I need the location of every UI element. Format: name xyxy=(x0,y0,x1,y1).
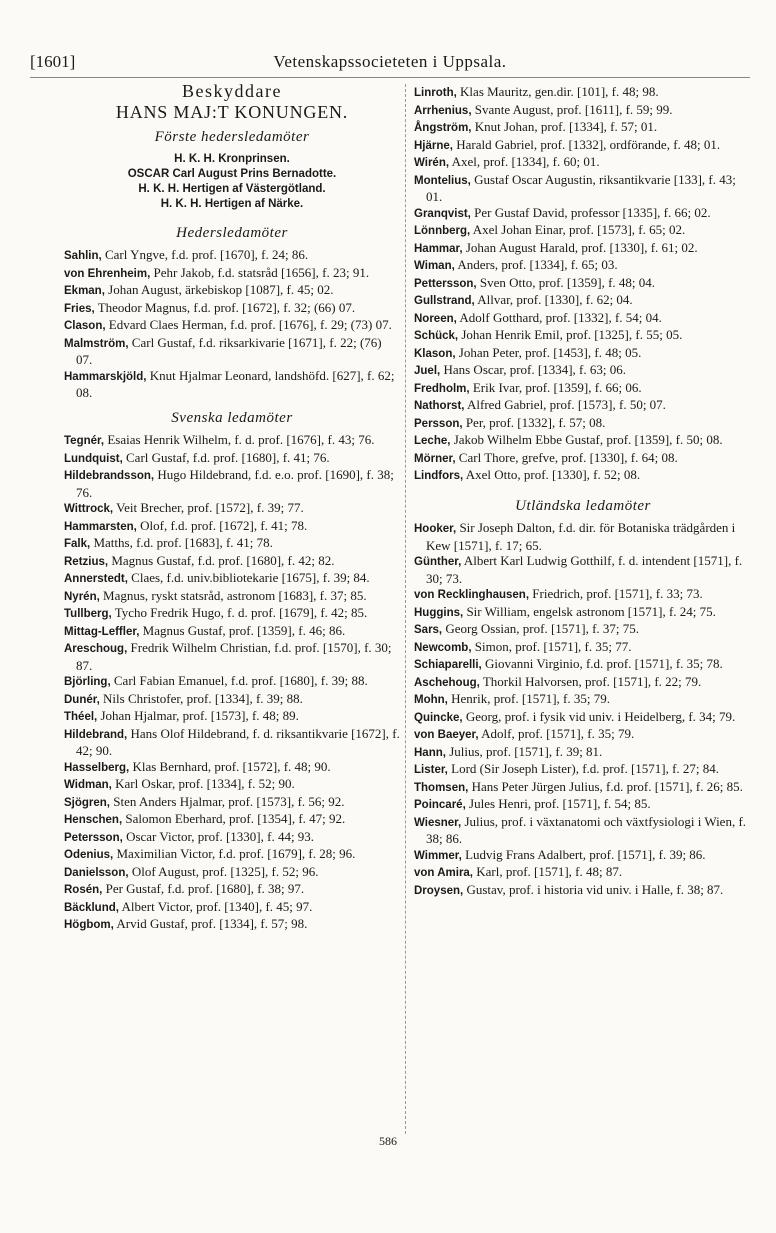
member-name: Widman, xyxy=(64,779,112,791)
member-entry xyxy=(64,846,400,864)
member-entry xyxy=(414,847,752,865)
member-name: Théel, xyxy=(64,711,98,723)
member-details: Svante August, prof. [1611], f. 59; 99. xyxy=(471,101,673,117)
member-details: Erik Ivar, prof. [1359], f. 66; 06. xyxy=(469,379,642,395)
member-name: von Ehrenheim, xyxy=(64,267,151,280)
member-details: Friedrich, prof. [1571], f. 33; 73. xyxy=(529,586,703,601)
member-details: Henrik, prof. [1571], f. 35; 79. xyxy=(447,691,610,706)
member-name: Fries, xyxy=(64,302,95,315)
member-name: Hildebrandsson, xyxy=(64,470,155,482)
member-entry xyxy=(64,881,400,899)
member-entry xyxy=(64,467,400,500)
member-name: Klason, xyxy=(414,347,456,360)
member-details: Harald Gabriel, prof. [1332], ordförande, f. 48; 01. xyxy=(453,136,721,152)
member-name: Bäcklund, xyxy=(64,901,119,914)
member-name: Björling, xyxy=(64,676,111,688)
member-entry xyxy=(64,916,400,934)
member-name: Hooker, xyxy=(414,523,457,535)
patron-name: HANS MAJ:T KONUNGEN. xyxy=(115,101,349,122)
member-details: Adolf, prof. [1571], f. 35; 79. xyxy=(478,726,635,741)
member-name: Lindfors, xyxy=(414,470,464,482)
member-details: Edvard Claes Herman, f.d. prof. [1676], f. 29; (73) 07. xyxy=(105,317,392,332)
member-details: Simon, prof. [1571], f. 35; 77. xyxy=(471,638,632,654)
member-name: Hildebrand, xyxy=(64,728,128,741)
member-entry xyxy=(64,829,400,847)
member-name: Ekman, xyxy=(64,285,105,297)
member-details: Georg Ossian, prof. [1571], f. 37; 75. xyxy=(442,621,640,636)
member-entry xyxy=(414,275,752,293)
member-name: Dunér, xyxy=(64,693,100,706)
member-entry xyxy=(64,518,400,536)
member-details: Nils Christofer, prof. [1334], f. 39; 88. xyxy=(99,690,303,706)
member-name: Nyrén, xyxy=(64,590,100,603)
member-entry xyxy=(414,709,752,727)
member-details: Johan August, ärkebiskop [1087], f. 45; 02. xyxy=(104,282,334,297)
member-entry xyxy=(414,292,752,310)
member-details: Magnus Gustaf, prof. [1359], f. 46; 86. xyxy=(139,622,346,638)
member-details: Axel Johan Einar, prof. [1573], f. 65; 02. xyxy=(470,222,686,237)
member-details: Per Gustaf, f.d. prof. [1680], f. 38; 97. xyxy=(102,881,305,896)
member-name: Wirén, xyxy=(414,157,450,169)
member-entry xyxy=(414,761,752,779)
member-entry xyxy=(64,623,400,641)
member-details: Salomon Eberhard, prof. [1354], f. 47; 92. xyxy=(122,811,346,826)
member-entry xyxy=(414,222,752,240)
member-entry xyxy=(414,779,752,797)
member-details: Jakob Wilhelm Ebbe Gustaf, prof. [1359], f. 50; 08. xyxy=(450,432,723,447)
member-details: Tycho Fredrik Hugo, f. d. prof. [1679], f. 42; 85. xyxy=(111,605,368,620)
member-entry xyxy=(414,257,752,275)
member-entry xyxy=(414,586,752,604)
member-name: Danielsson, xyxy=(64,866,129,879)
member-details: Carl Gustaf, f.d. prof. [1680], f. 41; 76. xyxy=(122,449,330,465)
swedish-members-list xyxy=(64,432,400,934)
member-details: Allvar, prof. [1330], f. 62; 04. xyxy=(474,292,633,307)
member-details: Julius, prof. [1571], f. 39; 81. xyxy=(445,743,603,759)
member-name: Henschen, xyxy=(64,814,123,826)
member-entry xyxy=(64,864,400,882)
member-name: Rosén, xyxy=(64,884,103,896)
member-name: Noreen, xyxy=(414,312,457,325)
member-name: Newcomb, xyxy=(414,641,472,654)
member-details: Arvid Gustaf, prof. [1334], f. 57; 98. xyxy=(113,916,308,931)
member-entry xyxy=(64,673,400,691)
member-details: Carl Yngve, f.d. prof. [1670], f. 24; 86. xyxy=(101,247,309,262)
member-entry xyxy=(414,154,752,172)
member-details: Theodor Magnus, f.d. prof. [1672], f. 32; (66) 07. xyxy=(94,299,356,315)
member-entry xyxy=(414,137,752,155)
member-entry xyxy=(64,794,400,812)
member-entry xyxy=(414,205,752,223)
member-entry xyxy=(414,327,752,345)
member-details: Pehr Jakob, f.d. statsråd [1656], f. 23; 91. xyxy=(150,264,370,280)
member-name: Schück, xyxy=(414,330,459,342)
member-name: Thomsen, xyxy=(414,781,469,794)
member-entry xyxy=(414,726,752,744)
member-details: Fredrik Wilhelm Christian, f.d. prof. [1570], f. 30; 87. xyxy=(76,640,392,673)
page-number: 586 xyxy=(379,1134,397,1148)
member-entry xyxy=(414,415,752,433)
member-entry xyxy=(414,814,752,847)
member-name: Hasselberg, xyxy=(64,761,130,774)
page-reference: [1601] xyxy=(30,52,76,71)
member-name: Wiman, xyxy=(414,260,455,272)
member-entry xyxy=(414,119,752,137)
left-column xyxy=(64,81,400,934)
member-details: Hans Peter Jürgen Julius, f.d. prof. [1571], f. 26; 85. xyxy=(468,778,743,794)
member-details: Sven Otto, prof. [1359], f. 48; 04. xyxy=(476,274,656,290)
member-details: Johan Peter, prof. [1453], f. 48; 05. xyxy=(455,344,642,360)
member-details: Julius, prof. i växtanatomi och växtfysiologi i Wien, f. 38; 86. xyxy=(426,813,747,846)
member-details: Matths, f.d. prof. [1683], f. 41; 78. xyxy=(90,535,273,550)
swedish-members-heading: Svenska ledamöter xyxy=(171,409,293,426)
member-details: Knut Johan, prof. [1334], f. 57; 01. xyxy=(471,119,658,134)
member-details: Johan Hjalmar, prof. [1573], f. 48; 89. xyxy=(97,708,299,723)
member-name: Persson, xyxy=(414,417,463,430)
member-entry xyxy=(414,362,752,380)
member-name: Sjögren, xyxy=(64,796,111,809)
member-entry xyxy=(414,84,752,102)
member-name: Falk, xyxy=(64,538,91,550)
member-name: Hammar, xyxy=(414,242,463,255)
member-entry xyxy=(64,811,400,829)
member-entry xyxy=(64,588,400,606)
member-name: Petersson, xyxy=(64,831,123,844)
member-details: Karl, prof. [1571], f. 48; 87. xyxy=(473,864,623,879)
member-details: Magnus Gustaf, f.d. prof. [1680], f. 42; 82. xyxy=(108,552,335,568)
member-name: Montelius, xyxy=(414,174,471,187)
member-details: Sten Anders Hjalmar, prof. [1573], f. 56; 92. xyxy=(110,793,345,809)
patron-heading: Beskyddare xyxy=(182,81,282,101)
member-details: Adolf Gotthard, prof. [1332], f. 54; 04. xyxy=(456,309,662,325)
member-name: Quincke, xyxy=(414,711,463,724)
member-name: Retzius, xyxy=(64,555,109,568)
member-details: Sir Joseph Dalton, f.d. dir. för Botaniska trädgården i Kew [1571], f. 17; 65. xyxy=(426,520,736,553)
member-entry xyxy=(414,397,752,415)
member-entry xyxy=(64,726,400,759)
member-name: Hann, xyxy=(414,746,446,759)
member-name: Clason, xyxy=(64,320,106,332)
member-entry xyxy=(414,345,752,363)
member-details: Magnus, ryskt statsråd, astronom [1683], f. 37; 85. xyxy=(99,587,367,603)
member-name: Annerstedt, xyxy=(64,573,128,585)
member-details: Axel Otto, prof. [1330], f. 52; 08. xyxy=(463,467,641,482)
member-entry xyxy=(64,899,400,917)
member-name: Wimmer, xyxy=(414,849,462,862)
member-details: Giovanni Virginio, f.d. prof. [1571], f. 35; 78. xyxy=(481,656,723,671)
member-entry xyxy=(414,467,752,485)
member-entry xyxy=(414,432,752,450)
member-details: Axel, prof. [1334], f. 60; 01. xyxy=(449,154,600,169)
member-name: Nathorst, xyxy=(414,400,465,412)
member-details: Per Gustaf David, professor [1335], f. 66; 02. xyxy=(470,204,711,220)
member-name: Areschoug, xyxy=(64,643,128,655)
member-details: Lord (Sir Joseph Lister), f.d. prof. [1571], f. 27; 84. xyxy=(447,761,720,776)
royal-entry: H. K. H. Hertigen af Närke. xyxy=(160,197,304,210)
foreign-members-list xyxy=(414,520,752,899)
member-name: Mittag-Leffler, xyxy=(64,625,140,638)
member-details: Klas Mauritz, gen.dir. [101], f. 48; 98. xyxy=(456,84,659,99)
member-entry xyxy=(414,882,752,900)
page-title: Vetenskapssocieteten i Uppsala. xyxy=(273,52,507,71)
member-entry xyxy=(414,380,752,398)
member-entry xyxy=(64,570,400,588)
swedish-members-list-continued xyxy=(414,84,752,485)
member-name: Droysen, xyxy=(414,884,464,897)
member-details: Johan August Harald, prof. [1330], f. 61; 02. xyxy=(462,239,698,255)
member-name: Leche, xyxy=(414,435,451,447)
member-details: Karl Oskar, prof. [1334], f. 52; 90. xyxy=(111,776,295,791)
member-name: Lister, xyxy=(414,764,448,776)
member-entry xyxy=(64,317,400,335)
member-name: Mohn, xyxy=(414,694,448,706)
member-entry xyxy=(414,240,752,258)
royal-entry: H. K. H. Kronprinsen. xyxy=(174,152,290,165)
member-details: Veit Brecher, prof. [1572], f. 39; 77. xyxy=(113,500,304,515)
member-name: Aschehoug, xyxy=(414,676,480,689)
member-entry xyxy=(414,621,752,639)
honorary-list xyxy=(64,247,400,401)
member-entry xyxy=(64,759,400,777)
member-name: von Baeyer, xyxy=(414,729,479,741)
member-entry xyxy=(64,500,400,518)
member-name: Juel, xyxy=(414,365,441,377)
member-details: Carl Fabian Emanuel, f.d. prof. [1680], f. 39; 88. xyxy=(110,673,368,688)
member-entry xyxy=(414,172,752,205)
member-entry xyxy=(414,604,752,622)
member-details: Anders, prof. [1334], f. 65; 03. xyxy=(454,257,618,272)
member-name: Fredholm, xyxy=(414,382,470,395)
member-details: Sir William, engelsk astronom [1571], f. 24; 75. xyxy=(463,603,716,619)
royal-entry: H. K. H. Hertigen af Västergötland. xyxy=(138,182,326,195)
member-entry xyxy=(64,265,400,283)
member-name: von Amira, xyxy=(414,867,474,879)
member-details: Thorkil Halvorsen, prof. [1571], f. 22; 79. xyxy=(479,673,702,689)
member-name: Tegnér, xyxy=(64,435,105,447)
royal-list xyxy=(64,152,400,212)
member-details: Alfred Gabriel, prof. [1573], f. 50; 07. xyxy=(464,397,666,412)
member-name: Hammarskjöld, xyxy=(64,370,147,383)
member-entry xyxy=(414,691,752,709)
member-entry xyxy=(414,864,752,882)
member-details: Georg, prof. i fysik vid univ. i Heidelberg, f. 34; 79. xyxy=(462,708,736,724)
member-entry xyxy=(64,247,400,265)
member-name: Odenius, xyxy=(64,849,114,861)
member-name: Granqvist, xyxy=(414,207,471,220)
member-details: Per, prof. [1332], f. 57; 08. xyxy=(462,414,606,430)
member-entry xyxy=(414,520,752,553)
member-details: Maximilian Victor, f.d. prof. [1679], f. 28; 96. xyxy=(113,846,356,861)
member-details: Albert Karl Ludwig Gotthilf, f. d. intendent [1571], f. 30; 73. xyxy=(426,553,743,586)
member-entry xyxy=(414,796,752,814)
member-entry xyxy=(414,553,752,586)
member-details: Hans Olof Hildebrand, f. d. riksantikvarie [1672], f. 42; 90. xyxy=(76,725,400,758)
member-details: Gustav, prof. i historia vid univ. i Halle, f. 38; 87. xyxy=(463,881,724,897)
member-entry xyxy=(64,535,400,553)
member-details: Carl Gustaf, f.d. riksarkivarie [1671], f. 22; (76) 07. xyxy=(76,334,382,367)
member-entry xyxy=(64,708,400,726)
member-entry xyxy=(414,656,752,674)
column-divider xyxy=(405,84,406,1134)
member-entry xyxy=(64,282,400,300)
member-name: von Recklinghausen, xyxy=(414,589,530,601)
member-entry xyxy=(64,553,400,571)
header-rule xyxy=(30,77,750,78)
member-name: Huggins, xyxy=(414,606,464,619)
royal-entry: OSCAR Carl August Prins Bernadotte. xyxy=(127,167,337,180)
member-name: Mörner, xyxy=(414,452,456,465)
member-name: Sars, xyxy=(414,624,443,636)
first-honorary-heading: Förste hedersledamöter xyxy=(154,129,310,145)
right-column xyxy=(414,84,752,899)
member-details: Hans Oscar, prof. [1334], f. 63; 06. xyxy=(440,362,626,377)
member-entry xyxy=(64,335,400,368)
member-name: Lundquist, xyxy=(64,452,123,465)
member-name: Malmström, xyxy=(64,337,129,350)
member-details: Olof, f.d. prof. [1672], f. 41; 78. xyxy=(136,517,308,533)
member-entry xyxy=(64,605,400,623)
member-name: Gullstrand, xyxy=(414,295,475,307)
member-entry xyxy=(64,450,400,468)
member-name: Hjärne, xyxy=(414,139,453,152)
member-entry xyxy=(414,310,752,328)
member-details: Ludvig Frans Adalbert, prof. [1571], f. 39; 86. xyxy=(461,846,706,862)
member-entry xyxy=(64,691,400,709)
member-details: Albert Victor, prof. [1340], f. 45; 97. xyxy=(118,898,313,914)
member-entry xyxy=(414,674,752,692)
member-details: Oscar Victor, prof. [1330], f. 44; 93. xyxy=(122,828,315,844)
member-name: Wiesner, xyxy=(414,816,462,829)
member-entry xyxy=(64,640,400,673)
member-name: Linroth, xyxy=(414,87,457,99)
member-details: Jules Henri, prof. [1571], f. 54; 85. xyxy=(465,796,651,811)
member-details: Olof August, prof. [1325], f. 52; 96. xyxy=(128,863,319,879)
member-details: Knut Hjalmar Leonard, landshöfd. [627], f. 62; 08. xyxy=(76,367,395,400)
member-name: Günther, xyxy=(414,556,462,568)
member-name: Arrhenius, xyxy=(414,104,472,117)
member-name: Lönnberg, xyxy=(414,225,471,237)
member-entry xyxy=(414,639,752,657)
member-entry xyxy=(64,776,400,794)
member-details: Carl Thore, grefve, prof. [1330], f. 64; 08. xyxy=(455,449,678,465)
member-name: Högbom, xyxy=(64,919,114,931)
member-name: Tullberg, xyxy=(64,608,112,620)
member-name: Sahlin, xyxy=(64,250,102,262)
member-details: Hugo Hildebrand, f.d. e.o. prof. [1690], f. 38; 76. xyxy=(76,467,394,500)
member-entry xyxy=(414,102,752,120)
honorary-heading: Hedersledamöter xyxy=(176,224,288,241)
member-name: Hammarsten, xyxy=(64,520,137,533)
member-name: Poincaré, xyxy=(414,799,466,811)
member-name: Pettersson, xyxy=(414,277,477,290)
member-name: Schiaparelli, xyxy=(414,659,482,671)
foreign-members-heading: Utländska ledamöter xyxy=(515,497,651,514)
member-details: Claes, f.d. univ.bibliotekarie [1675], f. 39; 84. xyxy=(127,570,370,585)
member-name: Ångström, xyxy=(414,122,472,134)
page-header xyxy=(30,52,750,72)
member-entry xyxy=(414,744,752,762)
member-name: Wittrock, xyxy=(64,503,114,515)
member-details: Gustaf Oscar Augustin, riksantikvarie [133], f. 43; 01. xyxy=(426,171,736,204)
member-entry xyxy=(64,432,400,450)
member-entry xyxy=(414,450,752,468)
member-details: Esaias Henrik Wilhelm, f. d. prof. [1676], f. 43; 76. xyxy=(104,432,375,447)
member-entry xyxy=(64,300,400,318)
member-entry xyxy=(64,368,400,401)
member-details: Klas Bernhard, prof. [1572], f. 48; 90. xyxy=(129,758,331,774)
member-details: Johan Henrik Emil, prof. [1325], f. 55; 05. xyxy=(458,327,683,342)
